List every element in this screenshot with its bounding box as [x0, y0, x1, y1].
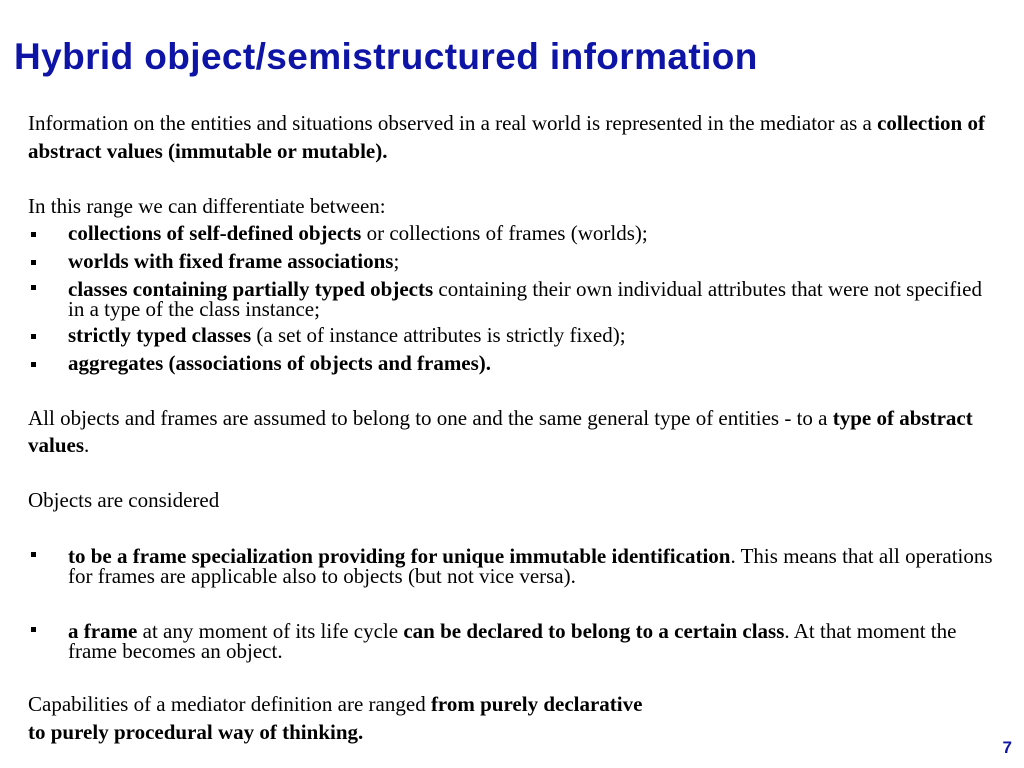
item-text: at any moment of its life cycle [137, 618, 404, 643]
item-text: ; [393, 248, 400, 273]
spacer [28, 515, 998, 543]
list-item [28, 220, 998, 248]
square-bullet-icon [31, 552, 36, 557]
spacer [28, 377, 998, 405]
list-item [28, 542, 998, 589]
item-text-2: . At that moment the frame becomes an object. [68, 618, 957, 663]
item-bold: aggregates (associations of objects and frames). [68, 350, 492, 375]
square-bullet-icon [31, 627, 36, 632]
all-objects-text: All objects and frames are assumed to belong to one and the same general type of entities - to a [28, 405, 833, 430]
item-bold: a frame [68, 618, 138, 643]
item-bold: to be a frame specialization providing for unique immutable identification [68, 544, 731, 568]
item-text: containing their own individual attributes that were not specified in a type of the class instance; [68, 277, 982, 321]
square-bullet-icon [31, 285, 36, 290]
capabilities-bold: from purely declarative [430, 692, 643, 716]
slide-body [28, 110, 998, 746]
capabilities-paragraph [28, 691, 998, 719]
square-bullet-icon [31, 232, 36, 237]
spacer [28, 664, 998, 692]
list-item [28, 350, 998, 378]
slide-title: Hybrid object/semistructured information [14, 36, 758, 77]
capabilities-text: Capabilities of a mediator definition are ranged [28, 692, 431, 716]
spacer [28, 165, 998, 193]
range-lead: In this range we can differentiate between: [28, 193, 386, 218]
all-objects-tail: . [84, 433, 90, 457]
square-bullet-icon [31, 362, 36, 367]
square-bullet-icon [31, 260, 36, 265]
list-item [28, 275, 998, 322]
list-item [28, 617, 998, 664]
list-item [28, 248, 998, 276]
spacer [28, 589, 998, 617]
capabilities-line-2 [28, 719, 998, 747]
intro-text: Information on the entities and situations observed in a real world is represented in the mediator as a [28, 111, 878, 135]
item-text: . This means that all operations for frames are applicable also to objects (but not vice versa). [68, 544, 993, 588]
item-bold: collections of self-defined objects [68, 221, 362, 245]
objects-list-2 [28, 617, 998, 664]
range-list [28, 220, 998, 377]
item-text: (a set of instance attributes is strictly fixed); [251, 323, 626, 347]
all-objects-bold: type of abstract values [28, 405, 973, 457]
square-bullet-icon [31, 334, 36, 339]
objects-list [28, 542, 998, 589]
list-item [28, 322, 998, 350]
all-objects-paragraph [28, 405, 998, 460]
spacer [28, 460, 998, 488]
intro-bold: collection of abstract values (immutable or mutable). [28, 111, 985, 163]
page-number: 7 [1002, 738, 1012, 757]
capabilities-bold-2: to purely procedural way of thinking. [28, 719, 364, 744]
item-bold-2: can be declared to belong to a certain class [403, 618, 785, 643]
item-bold: worlds with fixed frame associations [68, 248, 394, 273]
item-bold: classes containing partially typed objects [68, 277, 434, 301]
objects-lead: Objects are considered [28, 488, 220, 512]
intro-paragraph [28, 110, 998, 165]
item-bold: strictly typed classes [68, 323, 252, 347]
item-text: or collections of frames (worlds); [361, 221, 648, 245]
